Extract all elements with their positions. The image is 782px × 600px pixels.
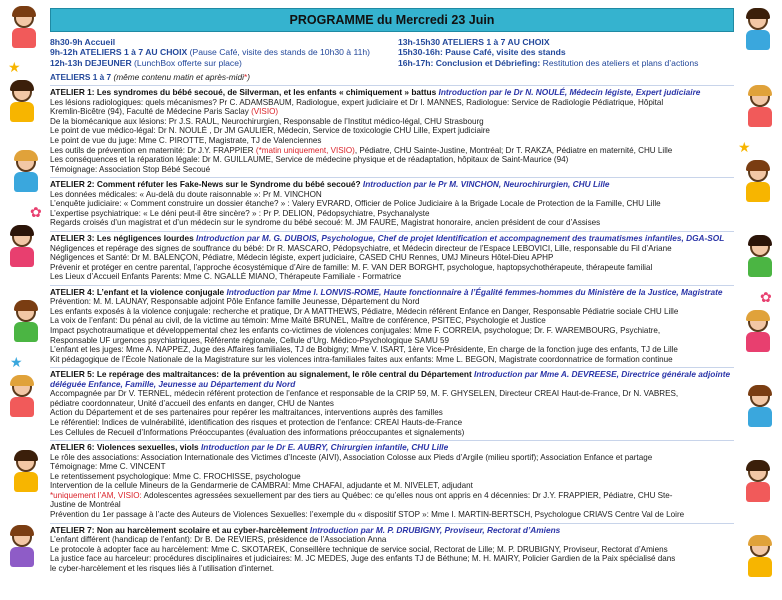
workshop-heading [50, 526, 734, 536]
line-text: L’enfant différent (handicap de l’enfant): Dr B. De REVIERS, présidence de l’Association Anna [50, 535, 387, 545]
workshop-introduction: Introduction par le Pr M. VINCHON, Neurochirurgien, CHU Lille [362, 179, 610, 190]
workshop-title: ATELIER 3: Les négligences lourdes [50, 232, 194, 243]
line-text: Accompagnée par Dr V. TERNEL, médecin référent protection de l’enfance et responsable de la CRIP 59, M. F. GHYSELEN, Directeur CREAI Haut-de-France, Dr N. VABRES, [50, 389, 679, 399]
line-text: Négligences et repérage des signes de souffrance du bébé: Dr R. MASCARO, Pédopsychiatre, et Médecin directeur de l’Espace LEBOVICI, Lille, responsable du Fil d’Ariane [50, 243, 672, 253]
line-text: Justine de Montréal [50, 500, 121, 510]
workshop-line [50, 554, 734, 564]
workshop-line [50, 98, 734, 108]
line-text: Prévenir et protéger en centre parental, l’approche écosystémique d’Aire de famille: M. F. VAN DER BORGHT, psychologue, haptopsychothérapeute, thérapeute familial [50, 262, 653, 272]
workshop-heading [50, 88, 734, 98]
line-remote-note: *uniquement l’AM, VISIO: [50, 490, 142, 500]
workshop-2 [50, 177, 734, 228]
workshop-title: ATELIER 7: Non au harcèlement scolaire et au cyber-harcèlement [50, 524, 308, 535]
workshop-line [50, 453, 734, 463]
line-text: La voix de l’enfant: Du pénal au civil, de la victime au témoin: Mme Maïté BRUNEL, Maître de conférence, PSITEC, Psychologie et Justice [50, 316, 546, 326]
workshop-title: ATELIER 5: Le repérage des maltraitances: de la prévention au signalement, le rôle central du Département [50, 369, 472, 380]
workshop-line [50, 218, 734, 228]
workshop-1 [50, 85, 734, 174]
workshop-heading [50, 288, 734, 298]
workshop-title: ATELIER 6: Violences sexuelles, viols [50, 442, 199, 453]
line-remote-note: (*matin uniquement, VISIO) [255, 145, 355, 155]
workshop-3 [50, 231, 734, 282]
line-text: Les lésions radiologiques: quels mécanismes? Pr C. ADAMSBAUM, Radiologue, expert judiciaire et Dr I. MANNES, Radiologue: Service de Radiologie Pédiatrique, Hôpital [50, 97, 664, 107]
child-illustration-icon [4, 6, 44, 52]
line-text: Le retentissement psychologique: Mme C. FROCHISSE, psychologue [50, 471, 301, 481]
workshop-introduction: Introduction par Mme I. LONVIS-ROME, Haute fonctionnaire à l’Égalité femmes-hommes du Ministère de la Justice, Magistrate [226, 286, 723, 297]
workshop-line [50, 481, 734, 491]
line-text-after: Adolescentes agressées sexuellement par des tiers au Québec: ce qu’elles nous ont appris en 4 décennies: Dr J.Y. FRAPPIER, Pédiatre, CHU Ste- [141, 490, 673, 500]
line-text: Témoignage: Association Stop Bébé Secoué [50, 164, 211, 174]
workshop-line [50, 146, 734, 156]
workshop-introduction: Introduction par le Dr N. NOULÉ, Médecin légiste, Expert judiciaire [438, 87, 701, 98]
line-text: L’enfant et les juges: Mme A. NAPPEZ, Juge des Affaires familiales, TJ de Bobigny; Mme V. ISART, 1ère Vice-Présidente, En charge de la fonction juge des enfants, TJ de Lille [50, 345, 678, 355]
line-text: Négligences et Santé: Dr M. BALENÇON, Pédiatre, Médecin légiste, expert judiciaire, CASED CHU Rennes, UMJ Mineurs Hôtel-Dieu APHP [50, 253, 554, 263]
workshop-line [50, 408, 734, 418]
workshop-line [50, 418, 734, 428]
child-illustration-icon [2, 375, 42, 421]
workshop-line [50, 336, 734, 346]
workshop-introduction: Introduction par Mme A. DEVREESE, Directrice générale adjointe déléguée Enfance, Famille, Jeunesse au Département du Nord [50, 369, 731, 389]
workshop-line [50, 272, 734, 282]
workshop-line [50, 126, 734, 136]
workshop-line [50, 510, 734, 520]
programme-document [50, 8, 734, 598]
line-text: Le point de vue du juge: Mme C. PIROTTE, Magistrate, TJ de Valenciennes [50, 136, 322, 145]
line-text: Les données médicales: « Au-delà du doute raisonnable »: Pr M. VINCHON [50, 189, 322, 199]
schedule-item: 9h-12h ATELIERS 1 à 7 AU CHOIX (Pause Café, visite des stands de 10h30 à 11h) [50, 47, 371, 58]
line-text: Prévention du 1er passage à l’acte des Auteurs de Violences Sexuelles: l’exemple du « dispositif STOP »: Mme I. MARTIN-BERTSCH, Psychologue CRIAVS Centre Val de Loire [50, 509, 685, 519]
schedule-item: 16h-17h: Conclusion et Débriefing: Restitution des ateliers et plans d’actions [398, 57, 699, 68]
workshop-line [50, 165, 734, 175]
workshop-introduction: Introduction par le Dr E. AUBRY, Chirurgien infantile, CHU Lille [200, 442, 449, 453]
schedule-item: 12h-13h DEJEUNER (LunchBox offerte sur place) [50, 57, 242, 68]
workshop-line [50, 345, 734, 355]
workshop-heading [50, 370, 734, 389]
line-remote-note: (VISIO) [251, 107, 279, 117]
line-text: Action du Département et de ses partenaires pour repérer les maltraitances, interventions auprès des familles [50, 408, 443, 418]
line-text: Responsable UF urgences psychiatriques, Référente régionale, Cellule d’Urg. Médico-Psychologique SAMU 59 [50, 335, 450, 345]
workshop-6 [50, 440, 734, 519]
child-illustration-icon [738, 460, 778, 506]
child-illustration-icon [738, 310, 778, 356]
workshop-line [50, 535, 734, 545]
child-illustration-icon [740, 385, 780, 431]
workshop-list [50, 85, 734, 573]
workshop-line [50, 545, 734, 555]
workshop-line [50, 155, 734, 165]
line-text: De la biomécanique aux lésions: Pr J.S. RAUL, Neurochirurgien, Responsable de l’Institut médico-légal, CHU Strasbourg [50, 116, 484, 126]
line-text: Impact psychotraumatique et développemental chez les enfants co-victimes de violences conjugales: Mme F. CORREIA, psychologue; Dr. F. WAREMBOURG, Psychiatre, [50, 325, 661, 335]
workshop-line [50, 389, 734, 399]
line-text: La justice face au harceleur: procédures disciplinaires et judiciaires: M. JC MEDES, Juge des enfants TJ de Béthune; M. H. MAIRY, Policier Gardien de la Paix spécialisé dans [50, 554, 676, 564]
schedule-morning [50, 37, 390, 68]
schedule-afternoon [398, 37, 734, 68]
child-illustration-icon [740, 85, 780, 131]
line-text: Les enfants exposés à la violence conjugale: recherche et pratique, Dr A MATTHEWS, Pédiatre, Médecin référent Enfance en Danger, Responsable Pédiatrie sociale CHU Lille [50, 306, 679, 316]
line-text: Le référentiel: Indices de vulnérabilité, identification des risques et protection de l’enfance: CREAI Hauts-de-France [50, 418, 463, 427]
child-illustration-icon [6, 450, 46, 496]
workshop-line [50, 462, 734, 472]
line-text: pédiatre coordonnateur, Unité d’accueil des enfants en danger, CHU de Nantes [50, 398, 334, 408]
workshop-line [50, 209, 734, 219]
child-illustration-icon [2, 525, 42, 571]
child-illustration-icon [738, 160, 778, 206]
line-text: Les outils de prévention en maternité: Dr J.Y. FRAPPIER [50, 145, 256, 155]
child-illustration-icon [740, 535, 780, 581]
workshop-5 [50, 367, 734, 437]
workshop-introduction: Introduction par M. P. DRUBIGNY, Proviseur, Rectorat d’Amiens [309, 524, 561, 535]
workshop-line [50, 117, 734, 127]
workshop-line [50, 326, 734, 336]
line-text: Intervention de la cellule Mineurs de la Gendarmerie de CAMBRAI: Mme CHAFAI, adjudante et M. NIVELET, adjudant [50, 481, 473, 491]
workshop-heading [50, 180, 734, 190]
line-text: Les Cellules de Recueil d’Informations Préoccupantes (évaluation des informations préoccupantes et signalements) [50, 427, 465, 437]
workshop-heading [50, 234, 734, 244]
child-illustration-icon [738, 8, 778, 54]
workshop-line [50, 307, 734, 317]
schedule-item: 13h-15h30 ATELIERS 1 à 7 AU CHOIX [398, 37, 550, 47]
line-text: Kit pédagogique de l’École Nationale de la Magistrature sur les violences intra-familiales faites aux enfants: Mme L. BEGON, Magistrate coordonnatrice de formation continue [50, 354, 673, 364]
workshop-heading [50, 443, 734, 453]
workshop-line [50, 297, 734, 307]
child-illustration-icon [740, 235, 780, 281]
line-text: L’expertise psychiatrique: « Le déni peut-il être sincère? » : Pr P. DELION, Pédopsychiatre, Psychanalyste [50, 208, 430, 218]
workshop-title: ATELIER 2: Comment réfuter les Fake-News sur le Syndrome du bébé secoué? [50, 179, 361, 190]
programme-title: PROGRAMME du Mercredi 23 Juin [50, 8, 734, 32]
line-text: Les conséquences et la réparation légale: Dr M. GUILLAUME, Service de médecine physique et de réadaptation, hôpitaux de Saint-Maurice (94) [50, 155, 569, 165]
workshop-line [50, 491, 734, 501]
child-illustration-icon [2, 225, 42, 271]
workshop-title: ATELIER 1: Les syndromes du bébé secoué, de Silverman, et les enfants « chimiquement » battus [50, 87, 437, 98]
workshop-line [50, 564, 734, 574]
day-schedule [50, 37, 734, 68]
workshop-line [50, 263, 734, 273]
workshop-line [50, 253, 734, 263]
line-text: Regards croisés d’un magistrat et d’un médecin sur le syndrome du bébé secoué: M. JM FAURE, Magistrat honoraire, ancien président de cour d’Assises [50, 218, 601, 228]
schedule-item: 8h30-9h Accueil [50, 37, 116, 47]
workshop-line [50, 428, 734, 438]
line-text: L’enquête judiciaire: « Comment construire un dossier étanche? » : Valery EVRARD, Officier de Police Judiciaire à la Brigade Locale de Protection de la Famille, CHU Lille [50, 199, 661, 209]
line-text: Témoignage: Mme C. VINCENT [50, 462, 166, 472]
workshop-line [50, 500, 734, 510]
workshop-line [50, 190, 734, 200]
line-text-after: , Pédiatre, CHU Sainte-Justine, Montréal; Dr T. RAKZA, Pédiatre en maternité, CHU Lille [354, 145, 673, 155]
child-illustration-icon [6, 150, 46, 196]
workshop-introduction: Introduction par M. G. DUBOIS, Psychologue, Chef de projet Identification et accompagnement des traumatismes infantiles, DGA-SOL [196, 232, 725, 243]
line-text: Le rôle des associations: Association Internationale des Victimes d’Inceste (AIVI), Association Colosse aux Pieds d’Argile (milieu sportif); Association Enfance et partage [50, 452, 653, 462]
line-text: Prévention: M. M. LAUNAY, Responsable adjoint Pôle Enfance famille Jeunesse, Département du Nord [50, 297, 420, 307]
workshop-7 [50, 523, 734, 574]
workshop-line [50, 107, 734, 117]
line-text: Kremlin-Bicêtre (94), Faculté de Médecine Paris Saclay [50, 107, 252, 117]
workshop-line [50, 316, 734, 326]
workshop-line [50, 136, 734, 146]
line-text: le cyber-harcèlement et les risques liés à l’utilisation d’internet. [50, 563, 275, 573]
workshop-line [50, 399, 734, 409]
line-text: Le protocole à adopter face au harcèlement: Mme C. SKOTAREK, Conseillère technique de service social, Rectorat de Lille; M. P. DRUBIGNY, Proviseur, Rectorat d’Amiens [50, 544, 668, 554]
workshop-4 [50, 285, 734, 364]
child-illustration-icon [2, 80, 42, 126]
line-text: Les Lieux d’Accueil Enfants Parents: Mme C. NGALLÉ MIANO, Thérapeute Familiale - Formatrice [50, 272, 402, 282]
line-text: Le point de vue médico-légal: Dr N. NOULÉ , Dr JM GAULIER, Médecin, Service de toxicologie CHU Lille, Expert judiciaire [50, 126, 490, 136]
workshop-line [50, 199, 734, 209]
workshop-line [50, 472, 734, 482]
decorative-children-right: ★ ✿ [734, 0, 782, 600]
ateliers-intro: ATELIERS 1 à 7 (même contenu matin et après-midi*) [50, 72, 250, 83]
workshop-title: ATELIER 4: L’enfant et la violence conjugale [50, 286, 225, 297]
schedule-item: 15h30-16h: Pause Café, visite des stands [398, 47, 566, 58]
child-illustration-icon [6, 300, 46, 346]
decorative-children-left: ★ ✿ ★ [0, 0, 48, 600]
workshop-line [50, 244, 734, 254]
workshop-line [50, 355, 734, 365]
